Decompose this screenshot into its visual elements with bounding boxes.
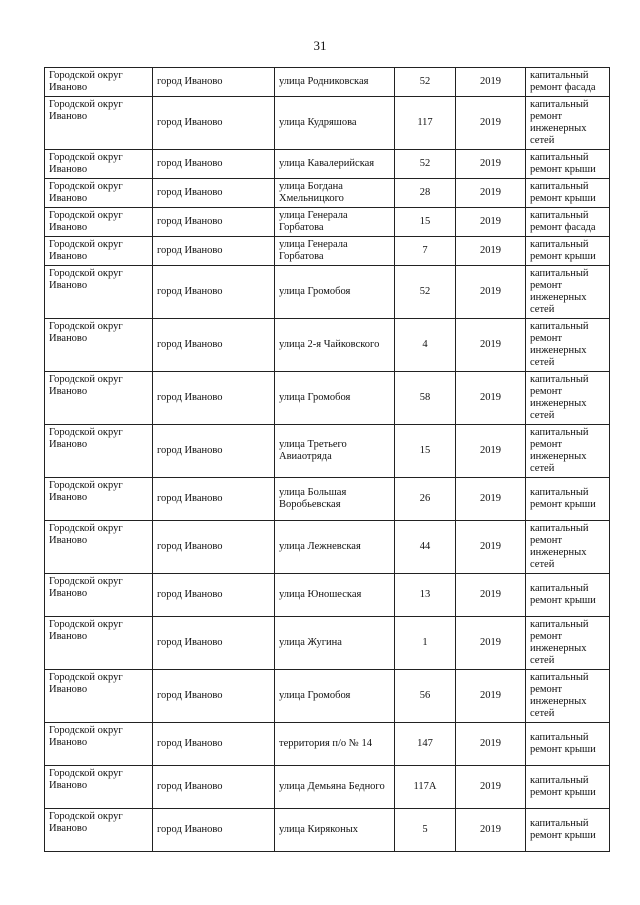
street-cell: улица Кавалерийская: [275, 150, 395, 179]
table-row: [45, 266, 610, 319]
district-cell: Городской округ Иваново: [45, 179, 153, 208]
table-row: [45, 478, 610, 521]
year-cell: 2019: [456, 809, 526, 852]
city-cell: город Иваново: [153, 617, 275, 670]
table-row: [45, 574, 610, 617]
house-number-cell: 7: [395, 237, 456, 266]
district-cell: Городской округ Иваново: [45, 766, 153, 809]
work-type-cell: капитальный ремонт крыши: [526, 237, 610, 266]
city-cell: город Иваново: [153, 208, 275, 237]
work-type-cell: капитальный ремонт инженерных сетей: [526, 425, 610, 478]
year-cell: 2019: [456, 150, 526, 179]
house-number-cell: 1: [395, 617, 456, 670]
house-number-cell: 5: [395, 809, 456, 852]
street-cell: улица Громобоя: [275, 266, 395, 319]
district-cell: Городской округ Иваново: [45, 670, 153, 723]
city-cell: город Иваново: [153, 425, 275, 478]
street-cell: улица Громобоя: [275, 670, 395, 723]
house-number-cell: 13: [395, 574, 456, 617]
work-type-cell: капитальный ремонт крыши: [526, 809, 610, 852]
table-row: [45, 670, 610, 723]
city-cell: город Иваново: [153, 670, 275, 723]
page-number: 31: [313, 38, 327, 53]
district-cell: Городской округ Иваново: [45, 237, 153, 266]
city-cell: город Иваново: [153, 237, 275, 266]
district-cell: Городской округ Иваново: [45, 478, 153, 521]
city-cell: город Иваново: [153, 372, 275, 425]
district-cell: Городской округ Иваново: [45, 319, 153, 372]
work-type-cell: капитальный ремонт инженерных сетей: [526, 266, 610, 319]
district-cell: Городской округ Иваново: [45, 574, 153, 617]
year-cell: 2019: [456, 574, 526, 617]
year-cell: 2019: [456, 723, 526, 766]
work-type-cell: капитальный ремонт крыши: [526, 150, 610, 179]
table-row: [45, 372, 610, 425]
work-type-cell: капитальный ремонт крыши: [526, 478, 610, 521]
district-cell: Городской округ Иваново: [45, 617, 153, 670]
district-cell: Городской округ Иваново: [45, 97, 153, 150]
city-cell: город Иваново: [153, 266, 275, 319]
year-cell: 2019: [456, 521, 526, 574]
street-cell: улица Киряконых: [275, 809, 395, 852]
street-cell: улица Генерала Горбатова: [275, 237, 395, 266]
year-cell: 2019: [456, 372, 526, 425]
table-row: [45, 617, 610, 670]
house-number-cell: 44: [395, 521, 456, 574]
table-row: [45, 179, 610, 208]
year-cell: 2019: [456, 97, 526, 150]
city-cell: город Иваново: [153, 723, 275, 766]
city-cell: город Иваново: [153, 319, 275, 372]
street-cell: улица Третьего Авиаотряда: [275, 425, 395, 478]
street-cell: улица Генерала Горбатова: [275, 208, 395, 237]
work-type-cell: капитальный ремонт инженерных сетей: [526, 97, 610, 150]
district-cell: Городской округ Иваново: [45, 425, 153, 478]
district-cell: Городской округ Иваново: [45, 521, 153, 574]
house-number-cell: 28: [395, 179, 456, 208]
year-cell: 2019: [456, 266, 526, 319]
work-type-cell: капитальный ремонт крыши: [526, 179, 610, 208]
street-cell: улица Лежневская: [275, 521, 395, 574]
work-type-cell: капитальный ремонт инженерных сетей: [526, 319, 610, 372]
city-cell: город Иваново: [153, 521, 275, 574]
district-cell: Городской округ Иваново: [45, 809, 153, 852]
work-type-cell: капитальный ремонт инженерных сетей: [526, 372, 610, 425]
house-number-cell: 117: [395, 97, 456, 150]
house-number-cell: 15: [395, 208, 456, 237]
house-number-cell: 52: [395, 68, 456, 97]
city-cell: город Иваново: [153, 97, 275, 150]
city-cell: город Иваново: [153, 809, 275, 852]
work-type-cell: капитальный ремонт фасада: [526, 68, 610, 97]
street-cell: улица Демьяна Бедного: [275, 766, 395, 809]
street-cell: улица Родниковская: [275, 68, 395, 97]
city-cell: город Иваново: [153, 478, 275, 521]
house-number-cell: 117А: [395, 766, 456, 809]
street-cell: улица Жугина: [275, 617, 395, 670]
district-cell: Городской округ Иваново: [45, 266, 153, 319]
city-cell: город Иваново: [153, 766, 275, 809]
house-number-cell: 52: [395, 150, 456, 179]
year-cell: 2019: [456, 179, 526, 208]
work-type-cell: капитальный ремонт инженерных сетей: [526, 617, 610, 670]
district-cell: Городской округ Иваново: [45, 150, 153, 179]
year-cell: 2019: [456, 68, 526, 97]
repair-schedule-table: [44, 67, 610, 852]
table-row: [45, 319, 610, 372]
street-cell: улица 2-я Чайковского: [275, 319, 395, 372]
house-number-cell: 147: [395, 723, 456, 766]
street-cell: территория п/о № 14: [275, 723, 395, 766]
street-cell: улица Юношеская: [275, 574, 395, 617]
year-cell: 2019: [456, 319, 526, 372]
house-number-cell: 56: [395, 670, 456, 723]
table-row: [45, 723, 610, 766]
year-cell: 2019: [456, 237, 526, 266]
year-cell: 2019: [456, 670, 526, 723]
year-cell: 2019: [456, 478, 526, 521]
table-row: [45, 208, 610, 237]
city-cell: город Иваново: [153, 179, 275, 208]
year-cell: 2019: [456, 208, 526, 237]
table-row: [45, 97, 610, 150]
work-type-cell: капитальный ремонт крыши: [526, 766, 610, 809]
table-row: [45, 237, 610, 266]
city-cell: город Иваново: [153, 68, 275, 97]
year-cell: 2019: [456, 766, 526, 809]
house-number-cell: 4: [395, 319, 456, 372]
work-type-cell: капитальный ремонт крыши: [526, 723, 610, 766]
district-cell: Городской округ Иваново: [45, 208, 153, 237]
table-row: [45, 766, 610, 809]
work-type-cell: капитальный ремонт инженерных сетей: [526, 670, 610, 723]
work-type-cell: капитальный ремонт инженерных сетей: [526, 521, 610, 574]
city-cell: город Иваново: [153, 150, 275, 179]
house-number-cell: 26: [395, 478, 456, 521]
table-row: [45, 425, 610, 478]
district-cell: Городской округ Иваново: [45, 372, 153, 425]
table-row: [45, 150, 610, 179]
table-row: [45, 68, 610, 97]
street-cell: улица Богдана Хмельницкого: [275, 179, 395, 208]
year-cell: 2019: [456, 425, 526, 478]
street-cell: улица Большая Воробьевская: [275, 478, 395, 521]
house-number-cell: 52: [395, 266, 456, 319]
work-type-cell: капитальный ремонт фасада: [526, 208, 610, 237]
year-cell: 2019: [456, 617, 526, 670]
house-number-cell: 58: [395, 372, 456, 425]
house-number-cell: 15: [395, 425, 456, 478]
table-row: [45, 809, 610, 852]
street-cell: улица Кудряшова: [275, 97, 395, 150]
street-cell: улица Громобоя: [275, 372, 395, 425]
table-row: [45, 521, 610, 574]
district-cell: Городской округ Иваново: [45, 68, 153, 97]
district-cell: Городской округ Иваново: [45, 723, 153, 766]
work-type-cell: капитальный ремонт крыши: [526, 574, 610, 617]
city-cell: город Иваново: [153, 574, 275, 617]
